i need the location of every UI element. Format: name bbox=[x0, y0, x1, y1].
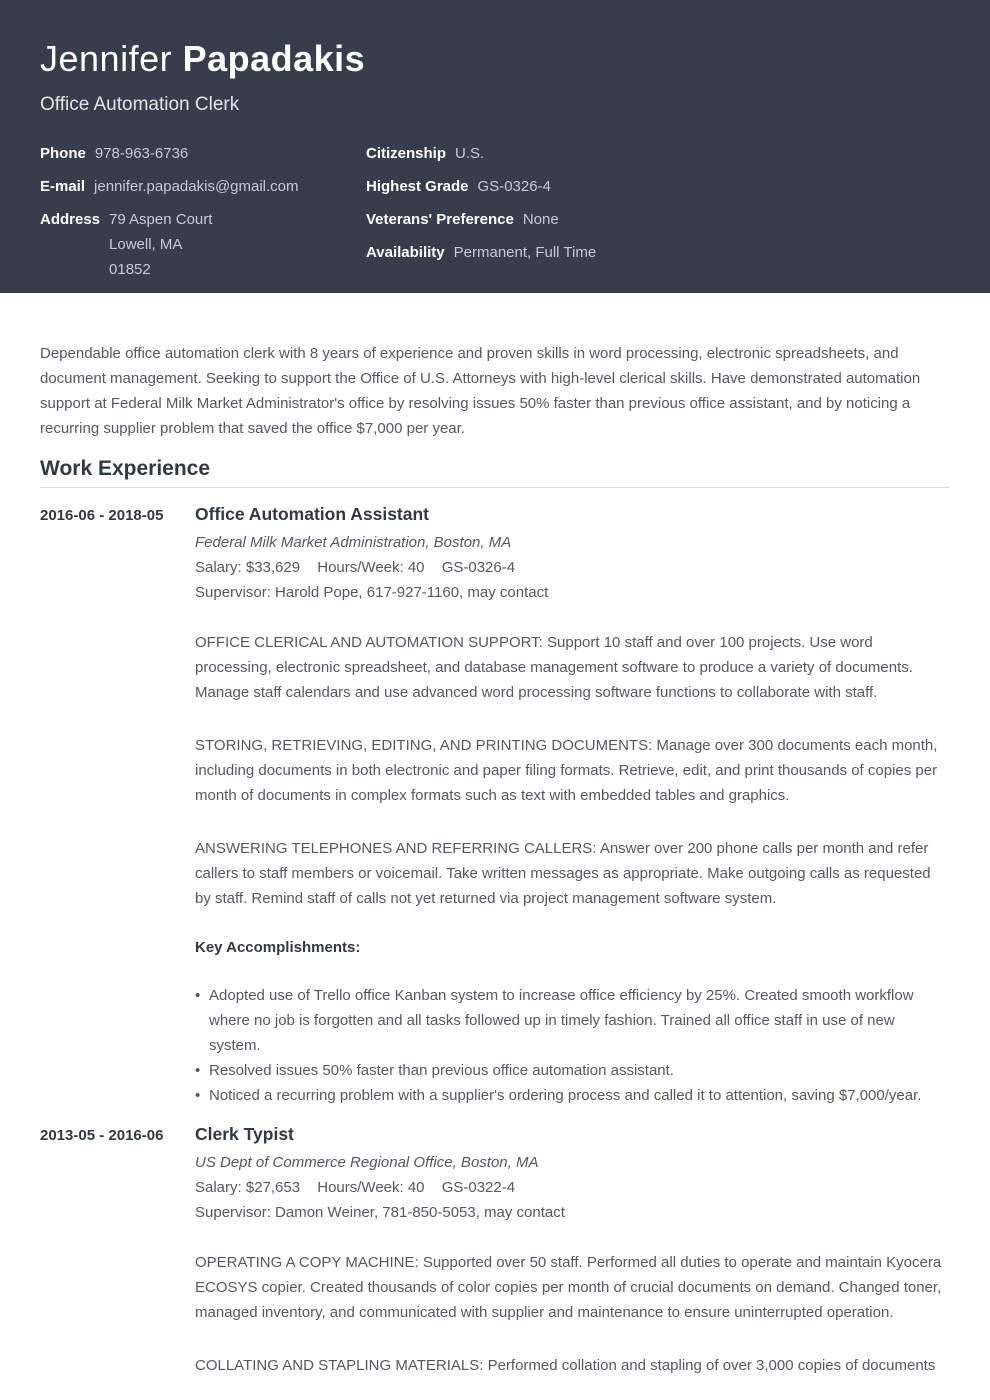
job-duty-paragraph: ANSWERING TELEPHONES AND REFERRING CALLERS: Answer over 200 phone calls per month and refer callers to staff members or voicemail. Take written messages as appropriate. Make outgoing calls as requested by staff. Remind staff of calls not yet returned via project management software system. bbox=[195, 840, 931, 907]
job-duty-paragraph: STORING, RETRIEVING, EDITING, AND PRINTING DOCUMENTS: Manage over 300 documents each month, including documents in both electronic and paper filing formats. Retrieve, edit, and print thousands of copies per month of documents in complex formats such as text with embedded tables and graphics. bbox=[195, 737, 938, 804]
job-hours: Hours/Week: 40 bbox=[317, 1179, 425, 1196]
summary-paragraph: Dependable office automation clerk with 8 years of experience and proven skills in word processing, electronic spreadsheets, and document management. Seeking to support the Office of U.S. Attorneys with high-level clerical skills. Have demonstrated automation support at Federal Milk Market Administrator's office by resolving issues 50% faster than previous office assistant, and by noticing a recurring supplier problem that saved the office $7,000 per year. bbox=[40, 345, 921, 437]
job-content bbox=[195, 1124, 950, 1378]
job-grade: GS-0326-4 bbox=[441, 559, 516, 576]
accomplishments-list bbox=[195, 983, 950, 1108]
availability-value: Permanent, Full Time bbox=[453, 244, 597, 261]
contact-row-phone bbox=[40, 145, 366, 163]
person-job-title: Office Automation Clerk bbox=[40, 94, 240, 115]
person-name bbox=[40, 38, 950, 80]
job-salary-line bbox=[195, 1179, 950, 1197]
contact-info bbox=[40, 145, 950, 294]
contact-row-citizenship bbox=[366, 145, 950, 163]
phone-value: 978-963-6736 bbox=[94, 145, 189, 162]
job-salary: Salary: $27,653 bbox=[195, 1179, 301, 1196]
job-duty-paragraph: OFFICE CLERICAL AND AUTOMATION SUPPORT: Support 10 staff and over 100 projects. Use word processing, electronic spreadsheet, and database management software to produce a variety of documents. Manage staff calendars and use advanced word processing software functions to collaborate with staff. bbox=[195, 634, 913, 701]
highest-grade-label: Highest Grade bbox=[366, 178, 469, 195]
address-label: Address bbox=[40, 211, 101, 228]
key-accomplishments-heading: Key Accomplishments: bbox=[195, 939, 361, 956]
phone-label: Phone bbox=[40, 145, 86, 162]
veterans-preference-label: Veterans' Preference bbox=[366, 211, 514, 228]
job-grade: GS-0322-4 bbox=[441, 1179, 516, 1196]
citizenship-value: U.S. bbox=[455, 145, 485, 162]
address-value bbox=[109, 211, 212, 279]
contact-row-veterans-preference bbox=[366, 211, 950, 229]
job-duty-paragraph: OPERATING A COPY MACHINE: Supported over 50 staff. Performed all duties to operate and maintain Kyocera ECOSYS copier. Created thousands of color copies per month of crucial documents on demand. Changed toner, managed inventory, and communicated with supplier and maintenance to ensure uninterrupted operation. bbox=[195, 1254, 942, 1321]
job-title: Clerk Typist bbox=[195, 1124, 294, 1144]
contact-row-email bbox=[40, 178, 366, 196]
address-line-3: 01852 bbox=[109, 261, 151, 278]
job-title: Office Automation Assistant bbox=[195, 504, 430, 524]
contact-column-right bbox=[366, 145, 950, 294]
veterans-preference-value: None bbox=[522, 211, 559, 228]
work-experience-heading: Work Experience bbox=[40, 457, 950, 488]
accomplishment-item: • Resolved issues 50% faster than previous office automation assistant. bbox=[195, 1058, 950, 1083]
job-supervisor-line: Supervisor: Harold Pope, 617-927-1160, may contact bbox=[195, 584, 549, 601]
email-label: E-mail bbox=[40, 178, 86, 195]
citizenship-label: Citizenship bbox=[366, 145, 447, 162]
email-value: jennifer.papadakis@gmail.com bbox=[94, 178, 299, 195]
job-company: Federal Milk Market Administration, Boston, MA bbox=[195, 534, 512, 551]
job-entry-office-automation-assistant bbox=[40, 504, 950, 1108]
job-salary: Salary: $33,629 bbox=[195, 559, 301, 576]
job-salary-line bbox=[195, 559, 950, 577]
job-entry-clerk-typist bbox=[40, 1124, 950, 1378]
address-line-1: 79 Aspen Court bbox=[109, 211, 213, 228]
job-dates: 2013-05 - 2016-06 bbox=[40, 1127, 164, 1144]
job-supervisor-line: Supervisor: Damon Weiner, 781-850-5053, may contact bbox=[195, 1204, 565, 1221]
resume-header bbox=[0, 0, 990, 293]
job-company: US Dept of Commerce Regional Office, Boston, MA bbox=[195, 1154, 539, 1171]
availability-label: Availability bbox=[366, 244, 445, 261]
resume-body bbox=[0, 341, 990, 1378]
last-name: Papadakis bbox=[182, 38, 366, 79]
contact-column-left bbox=[40, 145, 366, 294]
job-hours: Hours/Week: 40 bbox=[317, 559, 425, 576]
job-dates: 2016-06 - 2018-05 bbox=[40, 507, 164, 524]
first-name: Jennifer bbox=[40, 38, 173, 79]
contact-row-highest-grade bbox=[366, 178, 950, 196]
contact-row-availability bbox=[366, 244, 950, 262]
highest-grade-value: GS-0326-4 bbox=[477, 178, 551, 195]
contact-row-address bbox=[40, 211, 366, 279]
job-duty-paragraph: COLLATING AND STAPLING MATERIALS: Performed collation and stapling of over 3,000 copies of documents bbox=[195, 1357, 936, 1374]
accomplishment-item: • Adopted use of Trello office Kanban system to increase office efficiency by 25%. Created smooth workflow where no job is forgotten and all tasks followed up in timely fashion. Trained all office staff in use of new system. bbox=[195, 983, 950, 1058]
address-line-2: Lowell, MA bbox=[109, 236, 183, 253]
accomplishment-item: • Noticed a recurring problem with a supplier's ordering process and called it to attention, saving $7,000/year. bbox=[195, 1083, 950, 1108]
job-content bbox=[195, 504, 950, 1108]
